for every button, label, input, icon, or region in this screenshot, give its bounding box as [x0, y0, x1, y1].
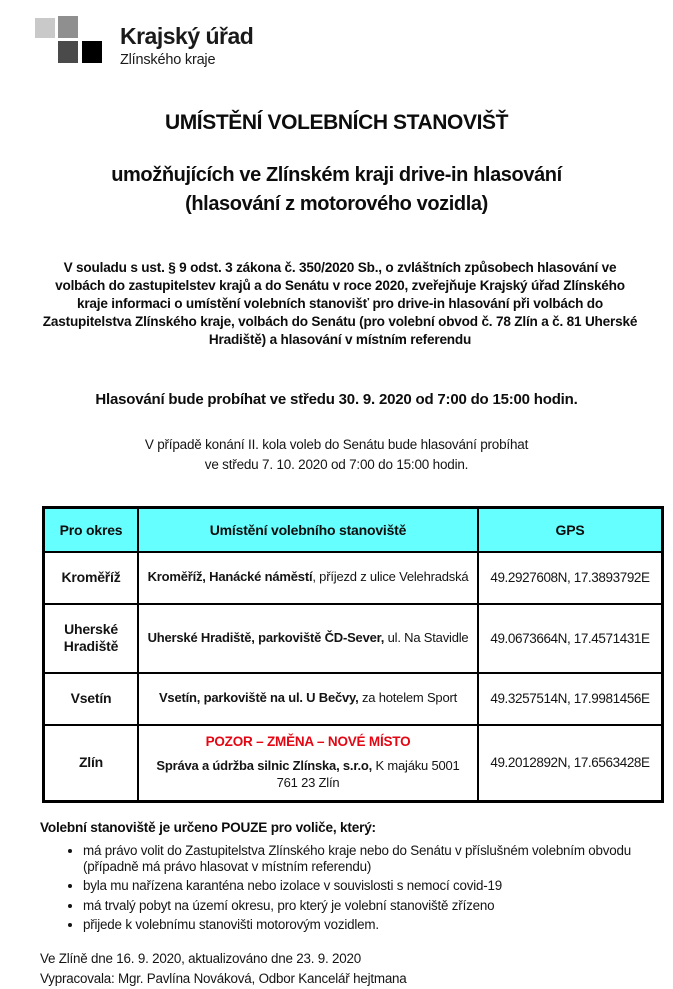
second-round-line1: V případě konání II. kola voleb do Senátu bude hlasování probíhat — [144, 437, 529, 453]
location-rest: , příjezd z ulice Velehradská — [312, 569, 469, 585]
second-round-line2: ve středu 7. 10. 2020 od 7:00 do 15:00 hodin. — [204, 456, 469, 472]
location-cell — [138, 725, 478, 802]
location-bold: Kroměříž, Hanácké náměstí — [147, 569, 313, 585]
location-rest: K majáku 5001 — [372, 757, 460, 773]
logo-square-medium-gray — [58, 16, 78, 38]
location-cell — [138, 604, 478, 673]
district-cell: Zlín — [44, 725, 139, 802]
table-row-zlin — [44, 725, 663, 802]
logo-square-black — [82, 41, 102, 63]
document-footer — [40, 949, 633, 989]
logo-subtitle: Zlínského kraje — [120, 52, 216, 68]
logo-square-dark-gray — [58, 41, 78, 63]
logo-square-light-gray — [35, 18, 55, 38]
page-subtitle-line2: (hlasování z motorového vozidla) — [185, 193, 488, 215]
col-header-district: Pro okres — [44, 507, 139, 552]
condition-item: • má trvalý pobyt na území okresu, pro který je volební stanoviště zřízeno — [83, 898, 633, 914]
page-subtitle — [40, 161, 633, 219]
footer-author-line: Vypracovala: Mgr. Pavlína Nováková, Odbor Kancelář hejtmana — [40, 971, 407, 987]
location-change-alert: POZOR – ZMĚNA – NOVÉ MÍSTO — [205, 734, 411, 750]
location-rest: ul. Na Stavidle — [384, 629, 469, 645]
district-cell: Uherské Hradiště — [44, 604, 139, 673]
krajsky-urad-logo-icon — [35, 16, 105, 66]
footer-date-line: Ve Zlíně dne 16. 9. 2020, aktualizováno dne 23. 9. 2020 — [40, 951, 362, 967]
location-bold: Vsetín, parkoviště na ul. U Bečvy, — [158, 690, 359, 706]
conditions-heading: Volební stanoviště je určeno POUZE pro voliče, který: — [40, 819, 376, 835]
district-cell: Vsetín — [44, 673, 139, 725]
logo-title: Krajský úřad — [120, 23, 254, 49]
voting-schedule-second-round — [40, 435, 633, 474]
condition-item: • má právo volit do Zastupitelstva Zlínského kraje nebo do Senátu v příslušném volebním obvodu (případně má právo hlasovat v místním referendu) — [83, 843, 633, 876]
logo — [35, 16, 633, 68]
location-bold: Uherské Hradiště, parkoviště ČD-Sever, — [147, 629, 385, 645]
table-row-kromeriz — [44, 552, 663, 604]
gps-cell: 49.0673664N, 17.4571431E — [478, 604, 663, 673]
gps-cell: 49.2927608N, 17.3893792E — [478, 552, 663, 604]
page-title: UMÍSTĚNÍ VOLEBNÍCH STANOVIŠŤ — [164, 111, 509, 134]
voter-conditions — [40, 820, 633, 934]
page-subtitle-line1: umožňujících ve Zlínském kraji drive-in hlasování — [111, 164, 562, 186]
location-cell — [138, 673, 478, 725]
table-row-vsetin — [44, 673, 663, 725]
location-line2: 761 23 Zlín — [276, 774, 340, 790]
condition-item: • byla mu nařízena karanténa nebo izolace v souvislosti s nemocí covid-19 — [83, 878, 633, 894]
table-row-uherske-hradiste — [44, 604, 663, 673]
district-cell: Kroměříž — [44, 552, 139, 604]
logo-text — [120, 16, 253, 68]
col-header-location: Umístění volebního stanoviště — [138, 507, 478, 552]
gps-cell: 49.3257514N, 17.9981456E — [478, 673, 663, 725]
conditions-list — [40, 843, 633, 934]
intro-paragraph: V souladu s ust. § 9 odst. 3 zákona č. 350/2020 Sb., o zvláštních způsobech hlasování ve volbách do zastupitelstev krajů a do Senátu v roce 2020, zveřejňuje Krajský úřad Zlínského kraje informaci o umístění volebních stanovišť pro drive-in hlasování při volbách do Zastupitelstva Zlínského kraje, volbách do Senátu (pro volební obvod č. 78 Zlín a č. 81 Uherské Hradiště) a hlasování v místním referendu — [42, 260, 638, 348]
voting-schedule-main: Hlasování bude probíhat ve středu 30. 9. 2020 od 7:00 do 15:00 hodin. — [95, 391, 578, 409]
stations-table — [42, 506, 664, 803]
location-rest: za hotelem Sport — [358, 690, 458, 706]
location-bold: Správa a údržba silnic Zlínska, s.r.o, — [156, 757, 373, 773]
col-header-gps: GPS — [478, 507, 663, 552]
table-header-row — [44, 507, 663, 552]
location-cell — [138, 552, 478, 604]
condition-item: • přijede k volebnímu stanovišti motorovým vozidlem. — [83, 917, 633, 933]
gps-cell: 49.2012892N, 17.6563428E — [478, 725, 663, 802]
